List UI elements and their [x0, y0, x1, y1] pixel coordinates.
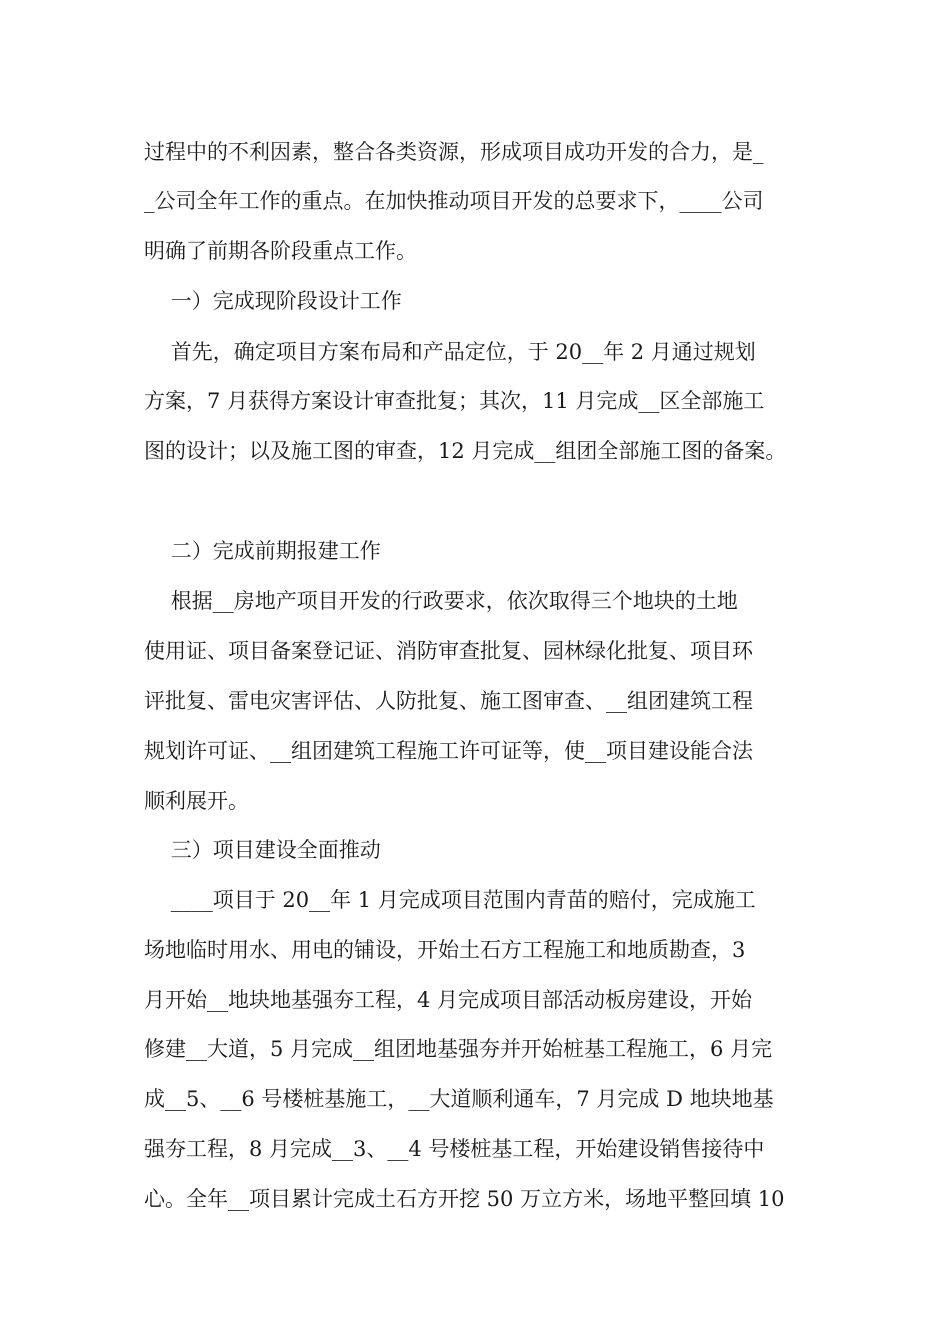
text-line: 根据__房地产项目开发的行政要求，依次取得三个地块的土地	[144, 589, 738, 613]
text-line: _公司全年工作的重点。在加快推动项目开发的总要求下，____公司	[144, 189, 764, 213]
section-heading-3: 三）项目建设全面推动	[144, 838, 381, 862]
text-line: 场地临时用水、用电的铺设，开始土石方工程施工和地质勘查，3	[144, 938, 746, 962]
text-line: 心。全年__项目累计完成土石方开挖 50 万立方米，场地平整回填 10	[144, 1187, 785, 1211]
text-line: 方案，7 月获得方案设计审查批复；其次，11 月完成__区全部施工	[144, 389, 765, 413]
text-line: 修建__大道，5 月完成__组团地基强夯并开始桩基工程施工，6 月完	[144, 1037, 773, 1061]
text-line: 成__5、__6 号楼桩基施工，__大道顺利通车，7 月完成 D 地块地基	[144, 1087, 774, 1111]
text-line: 规划许可证、__组团建筑工程施工许可证等，使__项目建设能合法	[144, 739, 753, 763]
text-line: 明确了前期各阶段重点工作。	[144, 239, 417, 263]
text-line: 月开始__地块地基强夯工程，4 月完成项目部活动板房建设，开始	[144, 988, 753, 1012]
text-line: 强夯工程，8 月完成__3、__4 号楼桩基工程，开始建设销售接待中	[144, 1137, 765, 1161]
text-line: 顺利展开。	[144, 789, 249, 813]
section-heading-1: 一）完成现阶段设计工作	[144, 289, 402, 313]
text-line: 评批复、雷电灾害评估、人防批复、施工图审查、__组团建筑工程	[144, 689, 753, 713]
text-line: 图的设计；以及施工图的审查，12 月完成__组团全部施工图的备案。	[144, 439, 787, 463]
section-heading-2: 二）完成前期报建工作	[144, 539, 381, 563]
text-line: ____项目于 20__年 1 月完成项目范围内青苗的赔付，完成施工	[144, 888, 756, 912]
text-line: 使用证、项目备案登记证、消防审查批复、园林绿化批复、项目环	[144, 639, 753, 663]
text-line: 过程中的不利因素，整合各类资源，形成项目成功开发的合力，是_	[144, 140, 764, 164]
text-line: 首先，确定项目方案布局和产品定位，于 20__年 2 月通过规划	[144, 340, 756, 364]
